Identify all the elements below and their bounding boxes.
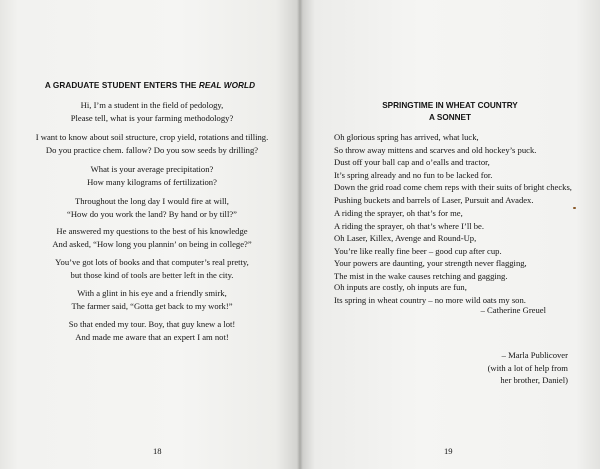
poem-line: Please tell, what is your farming methodology? [70, 112, 234, 123]
poem-line: Oh glorious spring has arrived, what luck, [334, 132, 479, 142]
poem-line: The mist in the wake causes retching and gagging. [334, 270, 508, 281]
poem-line: It’s spring already and no fun to be lacked for. [334, 169, 493, 180]
right-poem-title-line: SPRINGTIME IN WHEAT COUNTRY [382, 101, 518, 110]
left-stanza-2 [18, 131, 286, 156]
right-stanza-3 [334, 281, 574, 306]
right-poem-subtitle: A SONNET [428, 112, 471, 122]
poem-line: And asked, “How long you plannin’ on being in college?” [52, 238, 252, 249]
poem-line: Oh Laser, Killex, Avenge and Round-Up, [334, 233, 477, 244]
poem-line: but those kind of tools are better left in the city. [70, 269, 234, 280]
poem-line: Pushing buckets and barrels of Laser, Pursuit and Avadex. [334, 194, 534, 205]
poem-line: How many kilograms of fertilization? [87, 176, 217, 187]
left-stanza-1 [38, 99, 266, 124]
poem-line: Oh inputs are costly, oh inputs are fun, [334, 282, 467, 292]
author-note: her brother, Daniel) [500, 375, 568, 386]
poem-line: I want to know about soil structure, crop yield, rotations and tilling. [35, 132, 269, 142]
left-stanza-3 [38, 163, 266, 188]
poem-line: Its spring in wheat country – no more wild oats my son. [334, 294, 526, 305]
page-number-left: 18 [153, 446, 162, 456]
poem-line: Hi, I’m a student in the field of pedology, [80, 100, 224, 110]
right-stanza-2 [334, 207, 574, 283]
poem-line: So throw away mittens and scarves and old hockey’s puck. [334, 144, 537, 155]
right-attribution: – Catherine Greuel [480, 305, 546, 315]
poem-line: You’re like really fine beer – good cup after cup. [334, 245, 502, 256]
poem-line: He answered my questions to the best of his knowledge [56, 226, 248, 236]
right-poem-title [300, 100, 600, 123]
poem-line: Dust off your ball cap and o’ealls and tractor, [334, 157, 490, 168]
left-stanza-4 [38, 195, 266, 220]
poem-line: Throughout the long day I would fire at will, [75, 196, 229, 206]
left-poem-title [0, 81, 300, 90]
paper-speck [573, 207, 576, 209]
poem-line: Down the grid road come chem reps with their suits of bright checks, [334, 182, 572, 193]
left-stanza-6 [28, 256, 276, 281]
right-stanza-1 [334, 131, 574, 207]
left-stanza-8 [38, 318, 266, 343]
left-stanza-7 [38, 287, 266, 312]
poem-line: So that ended my tour. Boy, that guy knew a lot! [68, 319, 236, 329]
poem-line: Do you practice chem. fallow? Do you sow seeds by drilling? [45, 144, 259, 155]
poem-line: Your powers are daunting, your strength never flagging, [334, 258, 527, 269]
left-stanza-5 [28, 225, 276, 250]
poem-line: A riding the sprayer, oh that’s for me, [334, 208, 463, 218]
left-poem-title-prefix: A GRADUATE STUDENT ENTERS THE [44, 81, 199, 90]
left-attribution [488, 349, 568, 387]
author-name: – Marla Publicover [501, 350, 568, 360]
poem-line: And made me aware that an expert I am not! [75, 331, 229, 342]
poem-line: What is your average precipitation? [90, 164, 214, 174]
poem-line: “How do you work the land? By hand or by till?” [67, 208, 237, 219]
poem-line: With a glint in his eye and a friendly smirk, [77, 288, 227, 298]
author-note: (with a lot of help from [487, 362, 568, 373]
poem-line: You’ve got lots of books and that computer’s real pretty, [55, 257, 249, 267]
page-number-right: 19 [444, 446, 453, 456]
poem-line: A riding the sprayer, oh that’s where I’ll be. [334, 220, 485, 231]
left-poem-title-italic: REAL WORLD [198, 81, 256, 90]
book-gutter [297, 0, 303, 469]
poem-line: The farmer said, “Gotta get back to my work!” [71, 300, 233, 311]
